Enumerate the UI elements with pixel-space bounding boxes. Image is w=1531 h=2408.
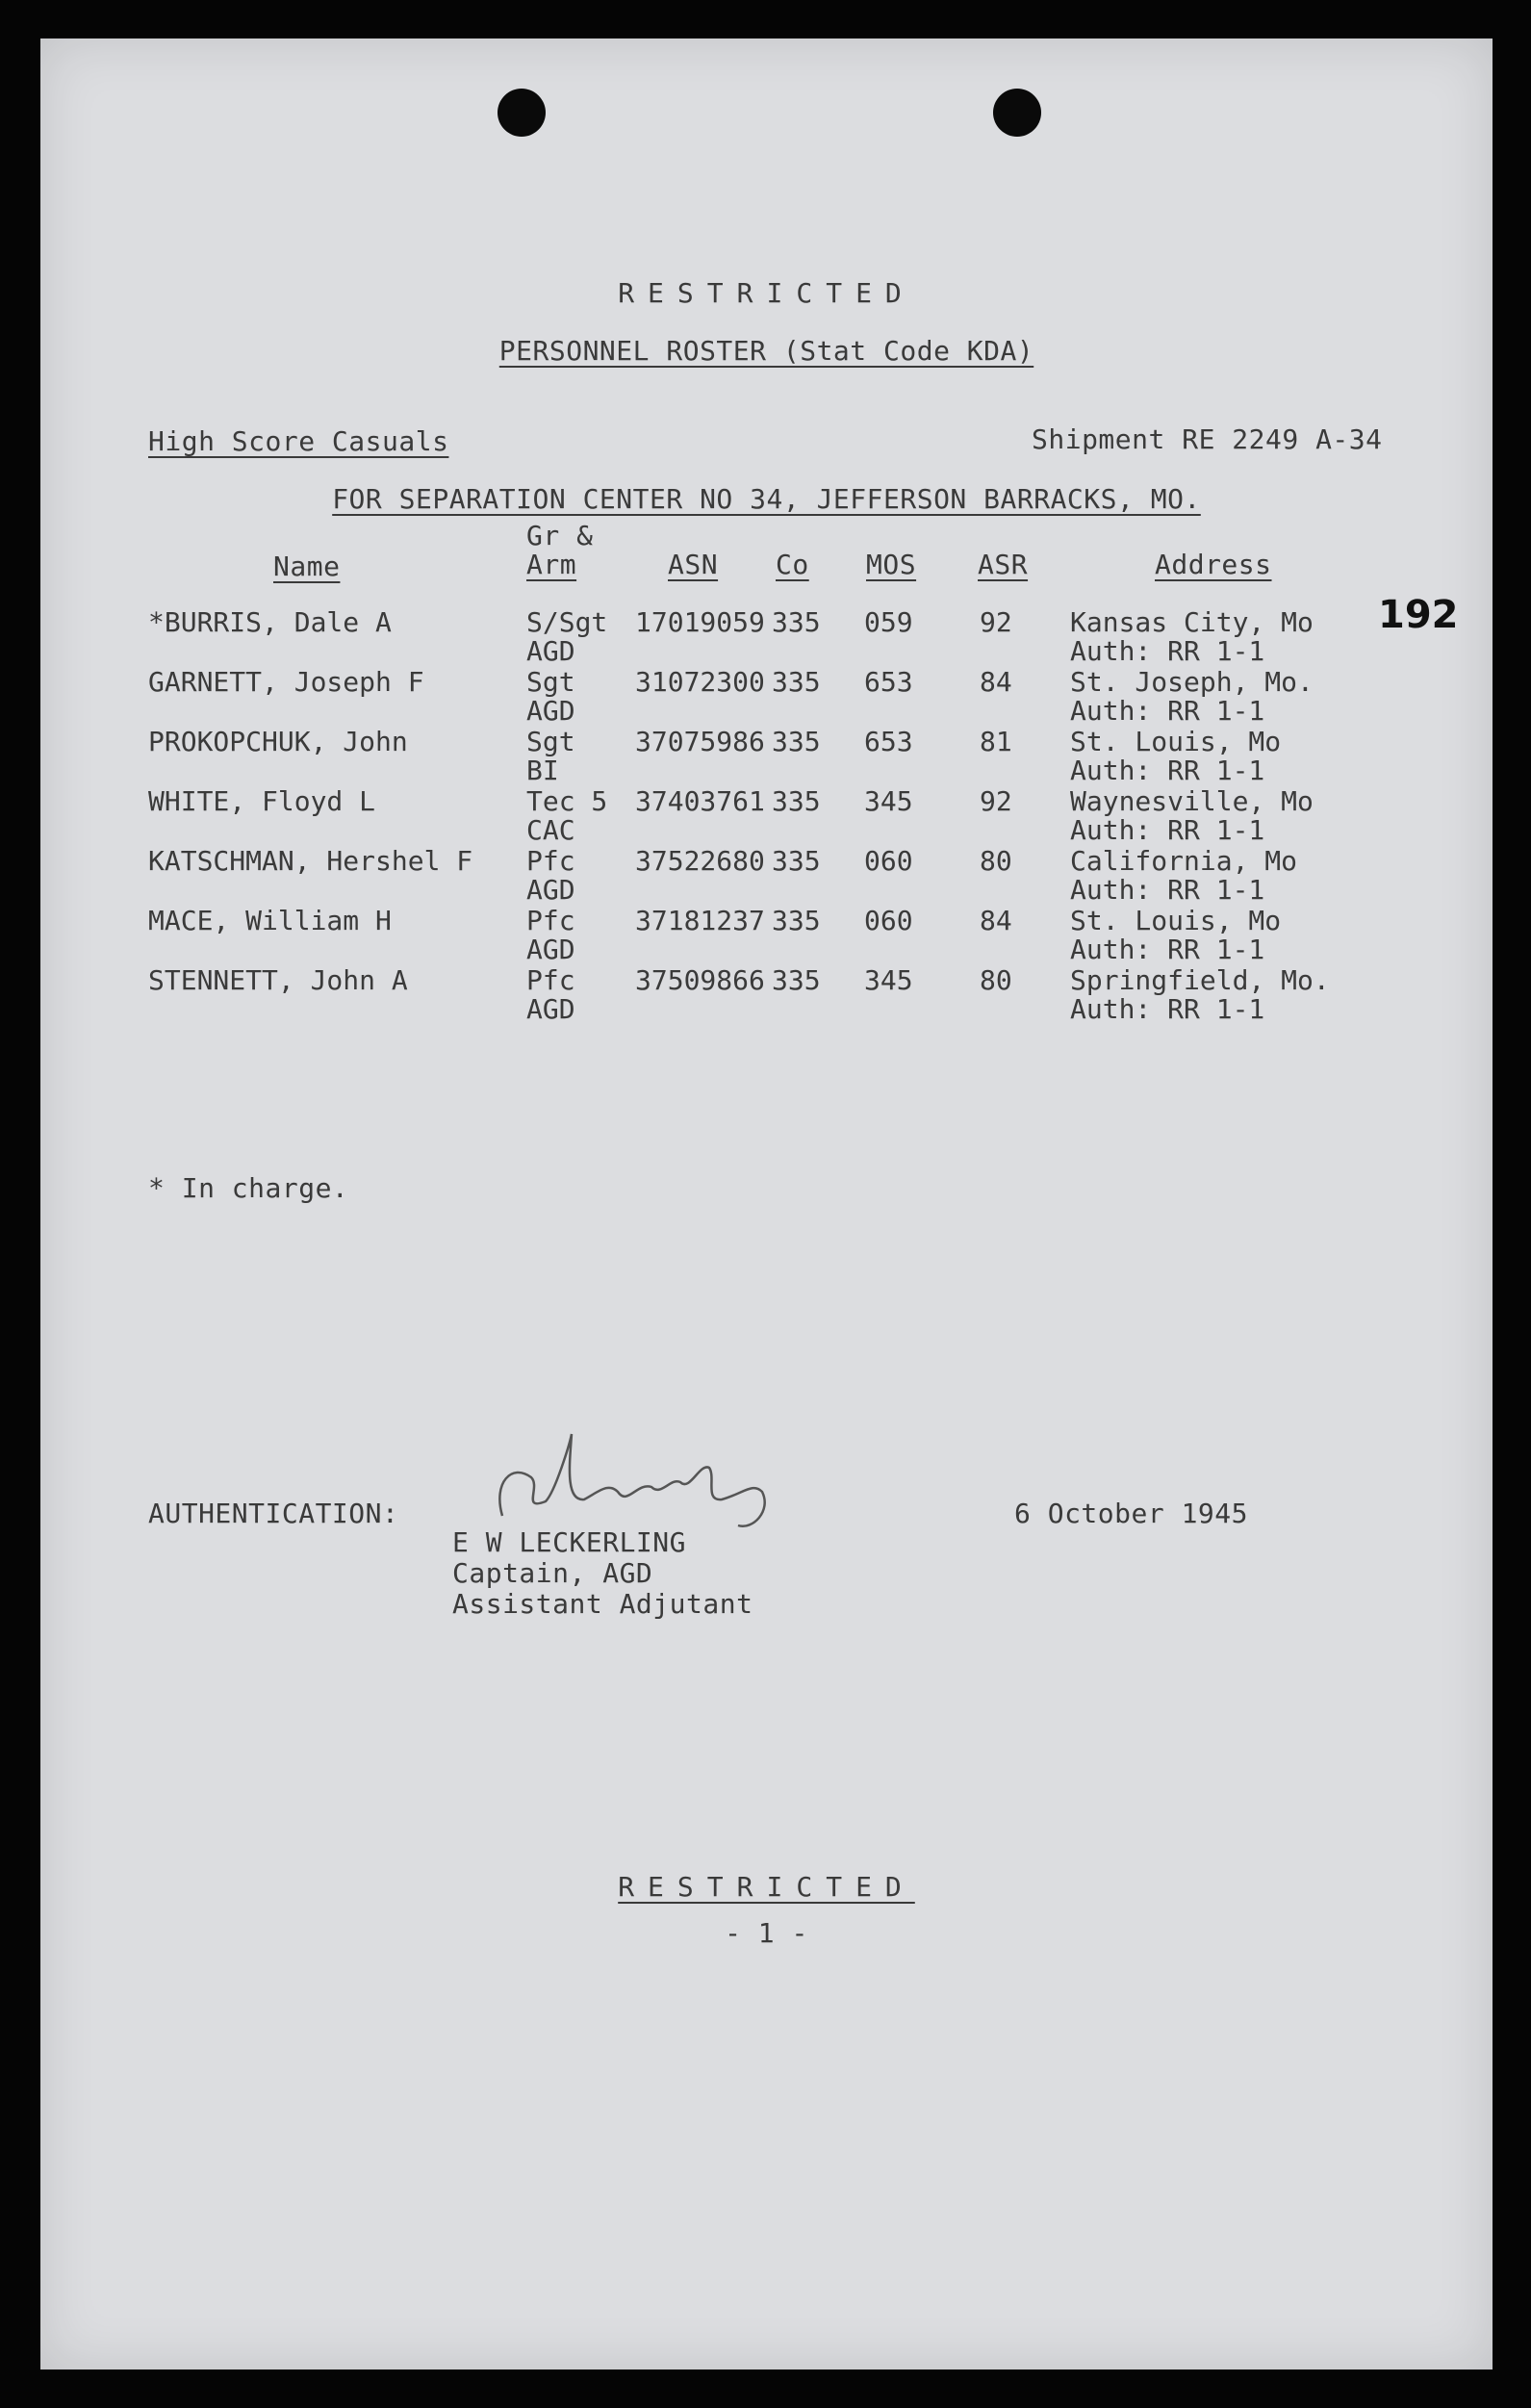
row-grade: Sgt — [526, 726, 575, 757]
table-row — [40, 785, 1493, 846]
row-name: MACE, William H — [148, 905, 392, 936]
row-asn: 37181237 — [635, 905, 765, 936]
page-number: - 1 - — [725, 1917, 808, 1949]
row-grade: Pfc — [526, 964, 575, 996]
row-asr: 80 — [980, 845, 1012, 877]
punch-hole-left — [498, 89, 546, 137]
row-asr: 92 — [980, 606, 1012, 638]
signatory-position: Assistant Adjutant — [452, 1588, 753, 1620]
row-auth: Auth: RR 1-1 — [1070, 874, 1265, 906]
row-address: Waynesville, Mo — [1070, 785, 1314, 817]
row-auth: Auth: RR 1-1 — [1070, 695, 1265, 727]
row-auth: Auth: RR 1-1 — [1070, 814, 1265, 846]
row-asr: 84 — [980, 666, 1012, 698]
row-grade: Tec 5 — [526, 785, 608, 817]
row-asn: 31072300 — [635, 666, 765, 698]
row-name: PROKOPCHUK, John — [148, 726, 408, 757]
row-grade: Pfc — [526, 845, 575, 877]
row-address: St. Louis, Mo — [1070, 726, 1282, 757]
row-arm: CAC — [526, 814, 575, 846]
row-arm: AGD — [526, 934, 575, 965]
row-asr: 92 — [980, 785, 1012, 817]
authentication-label: AUTHENTICATION: — [148, 1498, 399, 1529]
table-row — [40, 845, 1493, 906]
signatory-rank: Captain, AGD — [452, 1557, 653, 1589]
table-row — [40, 905, 1493, 965]
col-header-arm: Arm — [526, 549, 577, 580]
row-co: 335 — [772, 726, 821, 757]
row-arm: AGD — [526, 635, 575, 667]
row-co: 335 — [772, 964, 821, 996]
row-asn: 37403761 — [635, 785, 765, 817]
row-mos: 345 — [864, 964, 913, 996]
row-mos: 653 — [864, 726, 913, 757]
row-co: 335 — [772, 666, 821, 698]
authentication-date: 6 October 1945 — [1014, 1498, 1249, 1529]
col-header-asn: ASN — [668, 549, 719, 580]
row-address: Kansas City, Mo — [1070, 606, 1314, 638]
row-co: 335 — [772, 785, 821, 817]
row-auth: Auth: RR 1-1 — [1070, 755, 1265, 786]
row-asr: 81 — [980, 726, 1012, 757]
col-header-address: Address — [1155, 549, 1272, 580]
row-arm: AGD — [526, 874, 575, 906]
row-mos: 345 — [864, 785, 913, 817]
col-header-co: Co — [776, 549, 809, 580]
signatory-name: E W LECKERLING — [452, 1526, 687, 1558]
classification-header: RESTRICTED — [618, 277, 915, 309]
row-name: *BURRIS, Dale A — [148, 606, 392, 638]
row-asn: 37522680 — [635, 845, 765, 877]
row-mos: 060 — [864, 845, 913, 877]
shipment-label: Shipment RE 2249 A-34 — [1032, 423, 1383, 455]
row-arm: AGD — [526, 993, 575, 1025]
row-asr: 80 — [980, 964, 1012, 996]
row-address: St. Joseph, Mo. — [1070, 666, 1314, 698]
row-grade: Pfc — [526, 905, 575, 936]
row-asn: 37075986 — [635, 726, 765, 757]
row-arm: BI — [526, 755, 559, 786]
row-co: 335 — [772, 905, 821, 936]
row-address: St. Louis, Mo — [1070, 905, 1282, 936]
table-row — [40, 606, 1493, 667]
row-co: 335 — [772, 606, 821, 638]
roster-title: PERSONNEL ROSTER (Stat Code KDA) — [498, 335, 1034, 367]
punch-hole-right — [993, 89, 1041, 137]
row-asr: 84 — [980, 905, 1012, 936]
row-name: STENNETT, John A — [148, 964, 408, 996]
table-row — [40, 964, 1493, 1025]
row-grade: Sgt — [526, 666, 575, 698]
table-row — [40, 726, 1493, 786]
col-header-grade: Gr & — [526, 520, 594, 551]
row-auth: Auth: RR 1-1 — [1070, 934, 1265, 965]
classification-footer: RESTRICTED — [618, 1871, 915, 1903]
group-label: High Score Casuals — [148, 425, 449, 457]
col-header-name: Name — [273, 551, 341, 582]
row-address: California, Mo — [1070, 845, 1298, 877]
col-header-mos: MOS — [866, 549, 917, 580]
row-auth: Auth: RR 1-1 — [1070, 635, 1265, 667]
row-address: Springfield, Mo. — [1070, 964, 1330, 996]
row-co: 335 — [772, 845, 821, 877]
footnote: * In charge. — [148, 1172, 349, 1204]
row-asn: 37509866 — [635, 964, 765, 996]
table-row — [40, 666, 1493, 727]
row-mos: 060 — [864, 905, 913, 936]
row-mos: 653 — [864, 666, 913, 698]
row-name: WHITE, Floyd L — [148, 785, 376, 817]
row-auth: Auth: RR 1-1 — [1070, 993, 1265, 1025]
destination-line: FOR SEPARATION CENTER NO 34, JEFFERSON BARRACKS, MO. — [332, 483, 1201, 515]
page-stamp: 192 — [1378, 593, 1459, 637]
col-header-asr: ASR — [978, 549, 1029, 580]
row-name: GARNETT, Joseph F — [148, 666, 424, 698]
row-grade: S/Sgt — [526, 606, 608, 638]
row-asn: 17019059 — [635, 606, 765, 638]
row-mos: 059 — [864, 606, 913, 638]
row-name: KATSCHMAN, Hershel F — [148, 845, 473, 877]
row-arm: AGD — [526, 695, 575, 727]
document-page — [40, 38, 1493, 2370]
